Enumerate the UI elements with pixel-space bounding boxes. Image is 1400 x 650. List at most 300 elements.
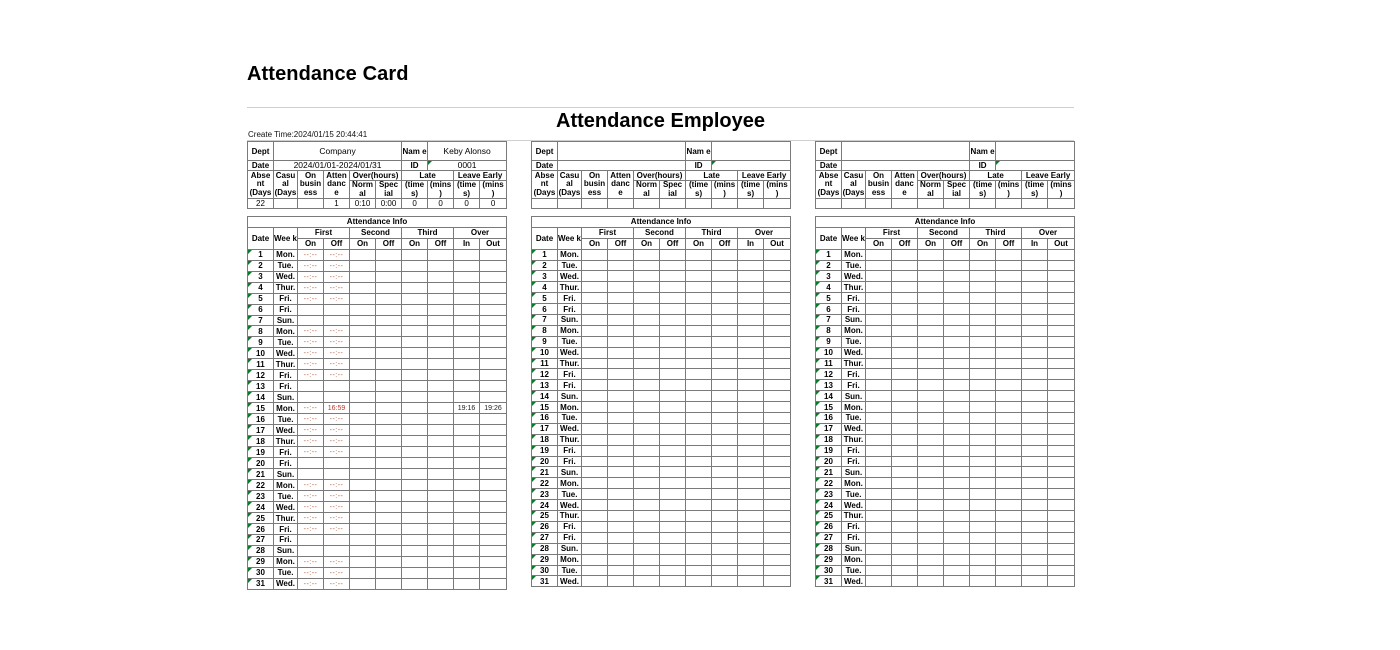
over-in-time: 19:16 [457,405,476,413]
day-cell [248,271,274,282]
over-in-cell [454,260,480,271]
over-in-cell [1022,325,1048,336]
table-row [816,434,1075,445]
third-off-cell [428,458,454,469]
over-out-cell [480,326,507,337]
second-on-cell [634,543,660,554]
first-off-cell [608,325,634,336]
third-on-cell [970,325,996,336]
second-off-cell [944,260,970,271]
cell-marker [248,436,252,440]
table-row [248,556,507,567]
second-on-cell [350,315,376,326]
third-on-header: On [686,238,712,249]
first-off-cell [892,521,918,532]
over-in-cell [1022,565,1048,576]
table-row [248,425,507,436]
first-on-cell [582,489,608,500]
early-mins-value: 0 [480,199,507,209]
third-off-cell [996,369,1022,380]
casual-value [558,199,582,209]
day-cell [532,478,558,489]
first-off-cell [324,436,350,447]
third-on-cell [686,500,712,511]
over-in-cell [738,380,764,391]
second-off-cell [944,293,970,304]
cell-marker [248,535,252,539]
cell-marker [532,566,536,570]
third-off-cell [712,565,738,576]
second-off-cell [376,326,402,337]
over-hours-label: Over(hours) [350,171,402,181]
second-on-cell [918,489,944,500]
second-off-cell [660,260,686,271]
date-range-value [558,161,686,171]
cell-marker [816,533,820,537]
weekday-cell: Tue. [558,565,582,576]
first-off-cell [608,532,634,543]
third-off-cell [712,445,738,456]
first-on-cell [866,489,892,500]
over-in-cell [1022,576,1048,587]
table-row [248,567,507,578]
second-on-cell [350,545,376,556]
first-on-cell [582,282,608,293]
table-row [532,358,791,369]
third-on-cell [686,521,712,532]
day-number: 20 [256,458,265,468]
day-cell [816,543,842,554]
table-row [532,511,791,522]
first-shift-header: First [582,227,634,238]
cell-marker [532,261,536,265]
cell-marker [248,348,252,352]
first-off-cell [892,293,918,304]
second-off-cell [660,347,686,358]
second-off-cell [376,249,402,260]
weekday-cell: Wed. [274,578,298,589]
early-times-value [1022,199,1048,209]
third-off-cell [996,260,1022,271]
first-off-header: Off [324,238,350,249]
first-off-time: --:-- [329,580,344,588]
over-out-cell [764,565,791,576]
over-in-cell [1022,543,1048,554]
third-on-cell [402,491,428,502]
day-cell [248,491,274,502]
day-cell [816,336,842,347]
second-on-cell [350,282,376,293]
day-cell [532,413,558,424]
day-number: 7 [826,315,831,325]
weekday-cell: Fri. [274,458,298,469]
second-off-cell [660,282,686,293]
cell-marker [248,326,252,330]
over-in-cell [454,545,480,556]
table-row [816,304,1075,315]
second-off-cell [660,304,686,315]
table-row [248,271,507,282]
second-off-cell [376,480,402,491]
over-out-cell [480,458,507,469]
early-mins-label: (mins ) [764,181,791,199]
day-cell [816,554,842,565]
third-on-cell [402,567,428,578]
third-on-cell [970,282,996,293]
cell-marker [816,555,820,559]
table-row [532,543,791,554]
second-on-cell [350,381,376,392]
weekday-cell: Thur. [558,282,582,293]
third-off-cell [996,336,1022,347]
third-off-cell [428,545,454,556]
third-on-header: On [402,238,428,249]
first-on-cell [866,434,892,445]
third-off-cell [996,315,1022,326]
third-off-cell [996,489,1022,500]
over-out-cell [480,556,507,567]
third-off-cell [712,532,738,543]
second-off-cell [944,500,970,511]
table-row [248,480,507,491]
second-off-cell [944,271,970,282]
table-row [532,391,791,402]
third-off-cell [996,532,1022,543]
over-out-cell [764,325,791,336]
over-out-cell [764,478,791,489]
table-row [532,521,791,532]
day-cell [248,513,274,524]
second-off-cell [376,535,402,546]
over-out-cell [1048,304,1075,315]
day-cell [248,480,274,491]
day-cell [248,556,274,567]
day-number: 17 [824,424,833,434]
first-off-time: --:-- [329,504,344,512]
dept-value [842,142,970,161]
day-cell [532,282,558,293]
weekday-cell: Mon. [842,249,866,260]
first-on-time: --:-- [303,558,318,566]
over-out-cell [1048,511,1075,522]
cell-marker [532,457,536,461]
first-off-cell [608,423,634,434]
first-on-cell [582,434,608,445]
late-label: Late [970,171,1022,181]
day-number: 27 [824,533,833,543]
cell-marker [248,546,252,550]
dept-label: Dept [248,142,274,161]
name-label: Nam e [970,142,996,161]
table-row [532,402,791,413]
first-on-cell [866,543,892,554]
second-off-cell [660,315,686,326]
first-on-cell [866,391,892,402]
third-on-cell [970,369,996,380]
weekday-cell: Mon. [558,325,582,336]
second-off-cell [660,358,686,369]
first-on-cell [582,391,608,402]
first-off-cell [892,336,918,347]
third-off-cell [428,304,454,315]
first-on-cell [298,392,324,403]
first-on-time: --:-- [303,262,318,270]
cell-marker [816,566,820,570]
early-times-label: (time s) [1022,181,1048,199]
third-on-cell [402,425,428,436]
second-off-cell [944,445,970,456]
day-number: 8 [542,326,547,336]
second-on-cell [918,391,944,402]
over-out-cell [764,260,791,271]
table-row [248,502,507,513]
second-on-cell [918,271,944,282]
day-cell [816,347,842,358]
cell-marker [816,435,820,439]
over-out-cell [480,392,507,403]
third-on-cell [970,445,996,456]
day-number: 10 [540,348,549,358]
first-off-cell [324,326,350,337]
day-number: 12 [540,369,549,379]
over-in-cell [738,249,764,260]
weekday-cell: Mon. [274,556,298,567]
first-off-cell [324,282,350,293]
third-on-cell [402,260,428,271]
on-business-value [866,199,892,209]
day-cell [248,304,274,315]
date-label: Date [248,161,274,171]
first-off-cell [324,359,350,370]
over-in-cell [1022,521,1048,532]
table-row [532,413,791,424]
first-on-cell [582,467,608,478]
first-off-cell [892,565,918,576]
leave-early-label: Leave Early [454,171,507,181]
first-off-cell [608,500,634,511]
cell-marker [248,513,252,517]
first-on-cell [866,456,892,467]
third-off-cell [712,260,738,271]
weekday-cell: Sun. [842,315,866,326]
second-on-cell [350,436,376,447]
over-out-cell [480,260,507,271]
day-number: 14 [256,392,265,402]
third-on-cell [970,456,996,467]
cell-marker [816,500,820,504]
first-off-cell [608,260,634,271]
third-on-cell [686,271,712,282]
day-number: 17 [540,424,549,434]
day-number: 10 [824,348,833,358]
first-shift-header: First [866,227,918,238]
table-row [816,325,1075,336]
over-out-cell [480,513,507,524]
weekday-cell: Fri. [842,532,866,543]
cell-marker [816,522,820,526]
absent-label: Abse nt (Days [532,171,558,199]
over-in-cell [454,381,480,392]
second-off-cell [944,249,970,260]
cell-marker [248,524,252,528]
over-out-cell [1048,358,1075,369]
second-on-cell [634,423,660,434]
third-off-cell [996,347,1022,358]
over-out-cell [764,271,791,282]
first-on-cell [582,358,608,369]
table-row [816,380,1075,391]
cell-marker [532,369,536,373]
cell-marker [532,500,536,504]
first-off-cell [608,445,634,456]
over-out-cell [764,511,791,522]
day-cell [816,380,842,391]
first-on-cell [582,478,608,489]
over-in-cell [738,402,764,413]
day-number: 4 [826,282,831,292]
late-times-value: 0 [402,199,428,209]
over-out-cell [480,370,507,381]
day-number: 9 [542,337,547,347]
over-out-cell [1048,380,1075,391]
weekday-cell: Wed. [558,423,582,434]
second-off-cell [660,489,686,500]
day-cell [816,293,842,304]
cell-marker [532,271,536,275]
second-on-cell [918,532,944,543]
late-mins-label: (mins ) [428,181,454,199]
second-on-cell [350,392,376,403]
over-in-cell [454,436,480,447]
cell-marker [248,272,252,276]
third-off-cell [996,456,1022,467]
third-on-cell [686,249,712,260]
first-off-cell [608,315,634,326]
table-row [816,467,1075,478]
third-off-cell [428,271,454,282]
second-off-cell [944,358,970,369]
day-number: 29 [540,555,549,565]
first-on-time: --:-- [303,295,318,303]
first-off-cell [324,480,350,491]
day-number: 22 [540,478,549,488]
summary-table [815,141,1075,209]
early-times-value [738,199,764,209]
over-out-cell [480,282,507,293]
table-row [248,392,507,403]
weekday-cell: Mon. [274,403,298,414]
day-cell [532,445,558,456]
day-number: 26 [540,522,549,532]
second-on-cell [350,502,376,513]
second-on-cell [634,369,660,380]
table-row [816,271,1075,282]
second-off-cell [376,578,402,589]
third-on-cell [970,511,996,522]
on-business-label: On busin ess [866,171,892,199]
id-label: ID [402,161,428,171]
first-off-cell [608,336,634,347]
first-on-time: --:-- [303,284,318,292]
day-cell [816,445,842,456]
over-out-cell [1048,271,1075,282]
over-out-cell [1048,489,1075,500]
weekday-cell: Fri. [274,370,298,381]
table-row [532,260,791,271]
third-on-cell [970,521,996,532]
cell-marker [248,414,252,418]
third-on-cell [402,436,428,447]
cell-marker [532,315,536,319]
second-off-cell [944,489,970,500]
first-off-cell [892,325,918,336]
weekday-cell: Wed. [842,271,866,282]
day-number: 16 [540,413,549,423]
day-cell [532,380,558,391]
third-off-cell [428,348,454,359]
sheet-title: Attendance Employee [247,107,1074,130]
cell-marker [816,315,820,319]
on-business-value [582,199,608,209]
third-on-cell [686,445,712,456]
table-row [532,293,791,304]
second-on-cell [918,423,944,434]
week-column-header: Wee k [842,227,866,249]
cell-marker [532,511,536,515]
first-off-cell [324,403,350,414]
first-on-cell [866,369,892,380]
first-on-cell [866,554,892,565]
first-on-cell [866,304,892,315]
third-off-cell [712,413,738,424]
first-off-cell [608,413,634,424]
first-off-cell [892,543,918,554]
second-on-cell [634,293,660,304]
first-off-cell [324,502,350,513]
over-out-cell [480,524,507,535]
first-on-cell [866,532,892,543]
second-shift-header: Second [350,227,402,238]
over-out-cell [1048,521,1075,532]
day-number: 22 [256,480,265,490]
first-on-cell [298,282,324,293]
third-on-cell [686,511,712,522]
over-out-cell [764,434,791,445]
day-number: 18 [540,435,549,445]
weekday-cell: Thur. [558,358,582,369]
third-on-cell [970,347,996,358]
over-out-cell [480,447,507,458]
first-on-time: --:-- [303,405,318,413]
over-out-cell [764,532,791,543]
first-on-cell [582,304,608,315]
over-in-cell [1022,434,1048,445]
second-on-cell [634,315,660,326]
first-on-cell [582,260,608,271]
table-row [816,336,1075,347]
table-row [248,436,507,447]
over-out-cell [1048,554,1075,565]
table-row [816,445,1075,456]
third-off-cell [428,535,454,546]
weekday-cell: Tue. [274,491,298,502]
cell-marker [532,250,536,254]
third-off-cell [712,554,738,565]
third-off-cell [996,282,1022,293]
third-on-cell [402,370,428,381]
first-off-cell [892,380,918,391]
day-cell [816,521,842,532]
